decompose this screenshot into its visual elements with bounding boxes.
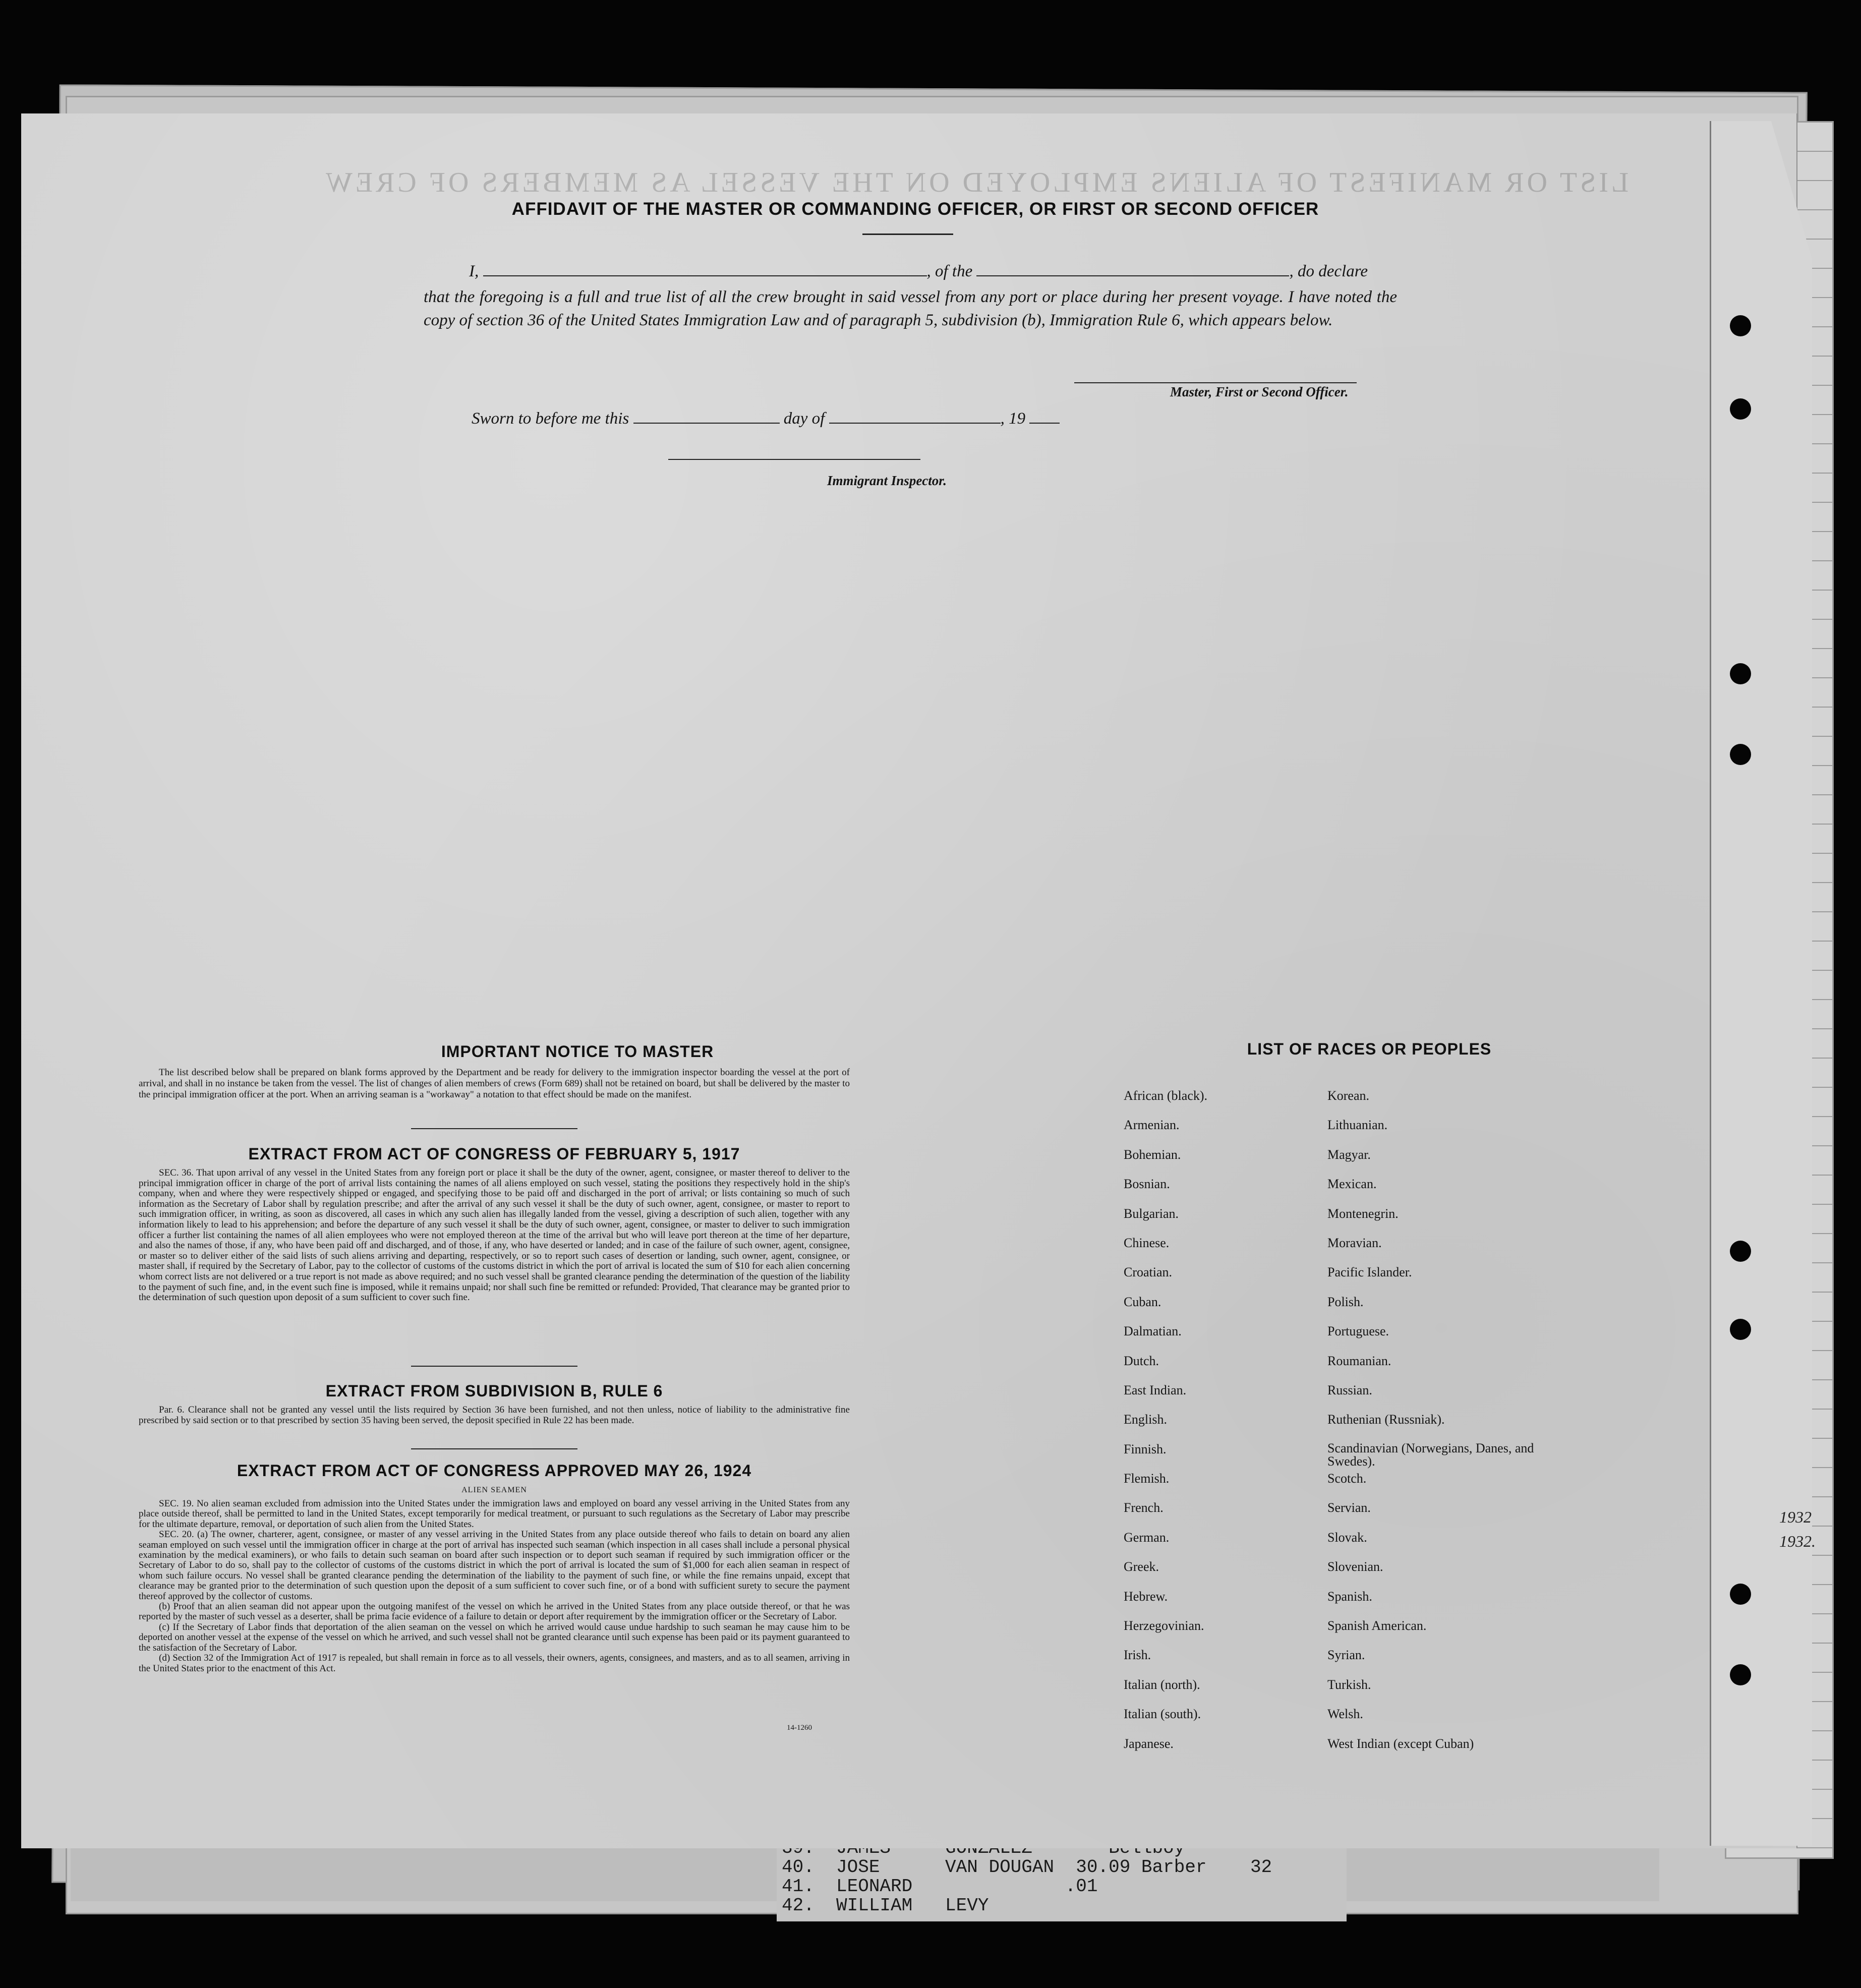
race-item: Greek. xyxy=(1124,1559,1159,1574)
punch-hole xyxy=(1730,744,1751,765)
alien-seamen-subtitle: ALIEN SEAMEN xyxy=(461,1486,527,1494)
extract-1917-title: EXTRACT FROM ACT OF CONGRESS OF FEBRUARY 5, 1917 xyxy=(248,1145,740,1163)
punch-hole xyxy=(1730,663,1751,684)
race-item: French. xyxy=(1124,1500,1164,1515)
affidavit-declare: , do declare xyxy=(1289,262,1368,280)
divider xyxy=(411,1366,577,1367)
sworn-month-blank[interactable] xyxy=(829,423,1001,424)
race-item: Bosnian. xyxy=(1124,1177,1170,1192)
crew-row: 41. LEONARD .01 xyxy=(782,1876,1098,1897)
punch-hole xyxy=(1730,398,1751,420)
sworn-day-blank[interactable] xyxy=(633,423,780,424)
vessel-blank[interactable] xyxy=(976,275,1289,276)
race-item: Chinese. xyxy=(1124,1235,1170,1250)
race-item: Croatian. xyxy=(1124,1265,1173,1280)
race-item: Hebrew. xyxy=(1124,1589,1168,1604)
inspector-signature-label: Immigrant Inspector. xyxy=(827,473,947,488)
race-item: Lithuanian. xyxy=(1327,1118,1388,1133)
race-item: Armenian. xyxy=(1124,1118,1180,1133)
affidavit-body: that the foregoing is a full and true list of all the crew brought in said vessel from any port or place during her present voyage. I have noted the copy of section 36 of the United States Immigration Law and of paragraph 5, subdivision (b), Immigration Rule 6, which appears below. xyxy=(424,288,1397,329)
race-item: Bulgarian. xyxy=(1124,1206,1179,1221)
sec-20d: (d) Section 32 of the Immigration Act of 1917 is repealed, but shall remain in force as to all vessels, their owners, agents, consignees, and masters, and as to all seamen, arriving in the United States prior to the enactment of this Act. xyxy=(139,1653,850,1674)
notice-body: The list described below shall be prepared on blank forms approved by the Department and be ready for delivery to the immigration inspector boarding the vessel at the port of arrival, and shall in no instance be taken from the vessel. The list of changes of alien members of crews (Form 689) shall not be retained on board, but shall be delivered by the master to the principal immigration officer at the port. When an arriving seaman is a "workaway" a notation to that effect should be made on the manifest. xyxy=(139,1067,850,1100)
sec-19: SEC. 19. No alien seaman excluded from admission into the United States under the immigration laws and employed on board any vessel arriving in the United States from any place outside thereof, shall be permitted to land in the United States, except temporarily for medical treatment, or pursuant to such regulations as the Secretary of Labor may prescribe for the ultimate departure, removal, or deportation of such alien from the United States. xyxy=(139,1498,850,1530)
race-item: Herzegovinian. xyxy=(1124,1618,1204,1633)
race-item: Portuguese. xyxy=(1327,1324,1389,1339)
punch-hole xyxy=(1730,1319,1751,1340)
race-item: Scotch. xyxy=(1327,1471,1367,1486)
margin-annotation: 1932 xyxy=(1779,1508,1812,1526)
master-signature-line[interactable] xyxy=(1074,382,1357,383)
race-item: Slovak. xyxy=(1327,1530,1367,1545)
race-item: German. xyxy=(1124,1530,1170,1545)
affidavit-line1 xyxy=(469,262,1368,281)
bleed-through-text: LIST OR MANIFEST OF ALIENS EMPLOYED ON THE VESSEL AS MEMBERS OF CREW xyxy=(323,167,1629,198)
divider xyxy=(411,1448,577,1449)
master-signature-label: Master, First or Second Officer. xyxy=(1170,384,1349,399)
race-item: Scandinavian (Norwegians, Danes, and Swedes). xyxy=(1327,1440,1534,1469)
sworn-year: , 19 xyxy=(1000,410,1026,428)
affidavit-i: I, xyxy=(469,262,479,280)
race-item: Roumanian. xyxy=(1327,1353,1391,1368)
margin-annotation: 1932. xyxy=(1779,1532,1816,1550)
race-item: Bohemian. xyxy=(1124,1147,1181,1162)
race-item: African (black). xyxy=(1124,1088,1208,1103)
divider xyxy=(862,233,953,235)
divider xyxy=(411,1128,577,1129)
bottom-crew-strip xyxy=(777,1836,1347,1921)
extract-rule6-title: EXTRACT FROM SUBDIVISION B, RULE 6 xyxy=(325,1382,663,1400)
extract-1924-title: EXTRACT FROM ACT OF CONGRESS APPROVED MAY 26, 1924 xyxy=(237,1461,752,1480)
inspector-signature-line[interactable] xyxy=(668,459,920,460)
race-item: Japanese. xyxy=(1124,1736,1174,1751)
notice-title: IMPORTANT NOTICE TO MASTER xyxy=(441,1042,714,1061)
race-item: Pacific Islander. xyxy=(1327,1265,1412,1280)
race-item: Magyar. xyxy=(1327,1147,1371,1162)
extract-rule6-body: Par. 6. Clearance shall not be granted any vessel until the lists required by Section 36 have been furnished, and not then unless, notice of liability to the administrative fine prescribed by said section or to that prescribed by section 35 having been served, the deposit specified in Rule 22 has been made. xyxy=(139,1405,850,1426)
extract-1917-body: SEC. 36. That upon arrival of any vessel in the United States from any foreign port or place it shall be the duty of the owner, agent, consignee, or master thereof to deliver to the principal immigration officer in charge of the port of arrival lists containing the names of all aliens employed on such vessel, stating the positions they respectively hold in the ship's company, when and where they were respectively shipped or engaged, and specifying those to be paid off and discharged in the port of arrival; or lists containing so much of such information as the Secretary of Labor shall by regulation prescribe; and after the arrival of any such vessel it shall be the duty of such owner, agent, consignee, or master to report to such immigration officer, in writing, as soon as discovered, all cases in which any such alien has illegally landed from the vessel, giving a description of such alien, together with any information likely to lead to his apprehension; and before the departure of any such vessel it shall be the duty of such owner, agent, consignee, or master to deliver to such immigration officer a further list containing the names of all alien employees who were not employed thereon at the time of the arrival but who will leave port thereon at the time of her departure, and also the names of those, if any, who have been paid off and discharged, and of those, if any, who have deserted or landed; and in case of the failure of such owner, agent, consignee, or master so to deliver either of the said lists of such aliens arriving and departing, respectively, or so to report such cases of desertion or landing, such owner, agent, consignee, or master shall, if required by the Secretary of Labor, pay to the collector of customs of the customs district in which the port of arrival is located the sum of $10 for each alien concerning whom correct lists are not delivered or a true report is not made as above required; and no such vessel shall be granted clearance pending the determination of the question of the liability to the payment of such fine, and, in the event such fine is imposed, while it remains unpaid; nor shall such fine be remitted or refunded: Provided, That clearance may be granted prior to the determination of such question upon deposit of a sum sufficient to cover such fine. xyxy=(139,1167,850,1303)
race-item: Polish. xyxy=(1327,1294,1364,1309)
affidavit-of-the: , of the xyxy=(926,262,973,280)
race-item: Italian (north). xyxy=(1124,1677,1200,1692)
race-item: Russian. xyxy=(1327,1382,1372,1397)
race-item: Spanish. xyxy=(1327,1589,1372,1604)
sworn-prefix: Sworn to before me this xyxy=(472,410,629,428)
sec-20a: SEC. 20. (a) The owner, charterer, agent, consignee, or master of any vessel arriving in the United States from any place outside thereof who fails to detain on board any alien seaman employed on such vessel until the immigration officer in charge at the port of arrival has inspected such seaman (which inspection in all cases shall include a personal physical examination by the medical examiners), or who fails to detain such seaman on board after such inspection or to deport such seaman if required by such immigration officer or the Secretary of Labor to do so, shall pay to the collector of customs of the customs district in which the port of arrival is located the sum of $1,000 for each alien seaman in respect of whom such failure occurs. No vessel shall be granted clearance pending the determination of the liability to the payment of such fine, or while the fine remains unpaid, except that clearance may be granted prior to the determination of such question upon the deposit of a sum sufficient to cover such fine, or of a bond with sufficient surety to secure the payment thereof approved by the collector of customs. xyxy=(139,1529,850,1602)
race-item: Mexican. xyxy=(1327,1177,1377,1192)
name-blank[interactable] xyxy=(483,275,927,276)
sworn-day-of: day of xyxy=(783,410,825,428)
race-item: Servian. xyxy=(1327,1500,1371,1515)
races-title: LIST OF RACES OR PEOPLES xyxy=(1247,1040,1492,1058)
punch-hole xyxy=(1730,315,1751,336)
races-left-column xyxy=(1124,1088,1315,1766)
extract-1924-body xyxy=(139,1499,850,1674)
sheet-curled-edge xyxy=(1710,121,1812,1846)
race-item: Spanish American. xyxy=(1327,1618,1427,1633)
race-item: Italian (south). xyxy=(1124,1707,1201,1722)
punch-hole xyxy=(1730,1664,1751,1685)
race-item: English. xyxy=(1124,1412,1167,1427)
race-item: Irish. xyxy=(1124,1648,1151,1663)
punch-hole xyxy=(1730,1584,1751,1605)
race-item: Montenegrin. xyxy=(1327,1206,1399,1221)
race-item: Dutch. xyxy=(1124,1353,1159,1368)
form-number: 14-1260 xyxy=(787,1724,812,1732)
race-item: Flemish. xyxy=(1124,1471,1170,1486)
race-item: Turkish. xyxy=(1327,1677,1371,1692)
race-item: Slovenian. xyxy=(1327,1559,1383,1574)
race-item: Syrian. xyxy=(1327,1648,1365,1663)
race-item: Ruthenian (Russniak). xyxy=(1327,1412,1445,1427)
sworn-year-blank[interactable] xyxy=(1029,423,1060,424)
punch-hole xyxy=(1730,1241,1751,1262)
race-item: Cuban. xyxy=(1124,1294,1161,1309)
sec-20c: (c) If the Secretary of Labor finds that deportation of the alien seaman on the vessel on which he arrived would cause undue hardship to such seaman he may cause him to be deported on another vessel at the expense of the vessel on which he arrived, and such vessel shall not be granted clearance until such expense has been paid or its payment guaranteed to the satisfaction of the Secretary of Labor. xyxy=(139,1621,850,1653)
crew-row: 42. WILLIAM LEVY xyxy=(782,1895,989,1916)
race-item: Korean. xyxy=(1327,1088,1370,1103)
crew-row: 40. JOSE VAN DOUGAN 30.09 Barber 32 xyxy=(782,1857,1272,1878)
race-item: West Indian (except Cuban) xyxy=(1327,1736,1474,1751)
sec-20b: (b) Proof that an alien seaman did not appear upon the outgoing manifest of the vessel on which he arrived in the United States from any place outside thereof, or that he was reported by the master of such vessel as a deserter, shall be prima facie evidence of a failure to detain or deport after requirement by the immigration officer or the Secretary of Labor. xyxy=(139,1601,850,1622)
race-item: Dalmatian. xyxy=(1124,1324,1182,1339)
sworn-line xyxy=(472,410,1060,428)
race-item: East Indian. xyxy=(1124,1382,1187,1397)
race-item: Finnish. xyxy=(1124,1441,1167,1456)
races-right-column xyxy=(1327,1088,1539,1766)
affidavit-title: AFFIDAVIT OF THE MASTER OR COMMANDING OFFICER, OR FIRST OR SECOND OFFICER xyxy=(511,199,1319,219)
race-item: Moravian. xyxy=(1327,1235,1382,1250)
race-item: Welsh. xyxy=(1327,1707,1363,1722)
